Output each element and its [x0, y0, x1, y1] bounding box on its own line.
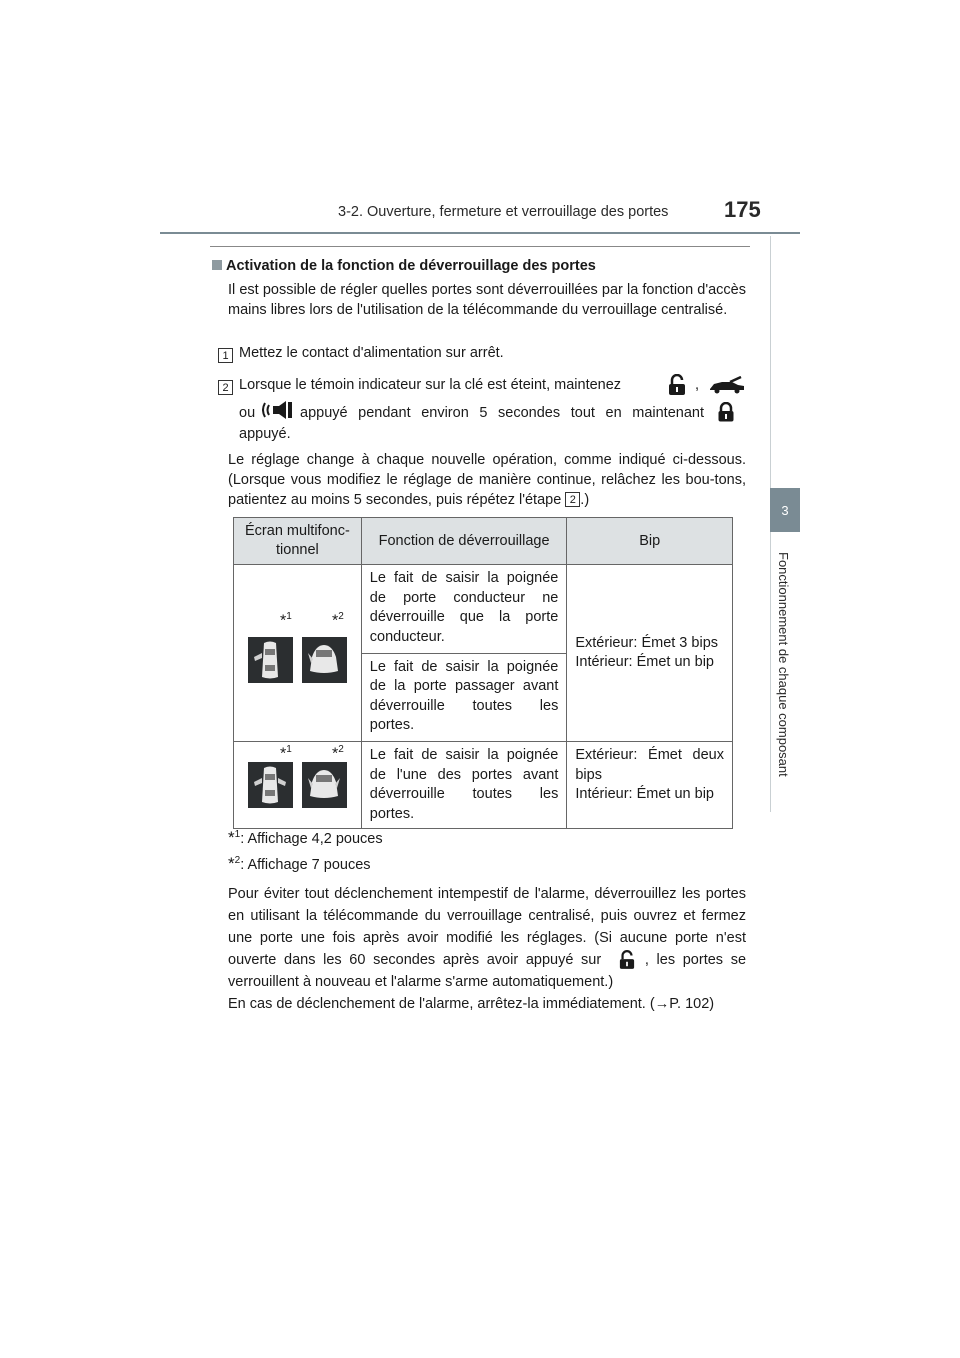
change-paragraph — [228, 450, 746, 510]
chapter-label: Fonctionnement de chaque composant — [776, 552, 791, 777]
header-rule — [160, 232, 800, 234]
footnote-text: : Affichage 4,2 pouces — [240, 831, 383, 847]
section-heading — [212, 258, 596, 274]
alarm-icon — [262, 399, 294, 421]
lock-icon — [718, 402, 734, 422]
closing-text: Pour éviter tout déclenchement intempestif de l'alarme, déverrouillez les portes en utilisant la télécommande du verrouillage centralisé, puis ouvrez et fermez une porte une fois après avoir modifié les réglages. (Si aucune porte n'est ouverte dans les 60 secondes après avoir appuyé sur — [228, 886, 746, 968]
unlock-icon — [619, 950, 635, 970]
chapter-tab-bar — [770, 236, 800, 488]
star-mark: *$^2$ — [332, 611, 344, 630]
step-1-badge — [218, 346, 233, 364]
closing-paragraph — [228, 883, 746, 1015]
table-header-row — [234, 518, 733, 565]
change-text: Le réglage change à chaque nouvelle opération, comme indiqué ci-dessous. (Lorsque vous modifiez le réglage de manière continue, relâchez les bou-tons, patientez au moins 5 secondes, puis répétez l'étape — [228, 452, 746, 508]
step-ref-badge: 2 — [565, 492, 580, 507]
unlock-icon — [668, 374, 686, 396]
chapter-label-wrap — [773, 552, 797, 812]
table-row — [234, 565, 733, 654]
step-number: 2 — [218, 380, 233, 395]
page-number: 175 — [724, 197, 761, 222]
car-door-display-icon — [248, 762, 293, 808]
step-2-text-a: Lorsque le témoin indicateur sur la clé est éteint, maintenez — [239, 377, 622, 393]
step-2-comma: , — [695, 377, 700, 393]
page-reference-link[interactable]: P. 102) — [669, 996, 715, 1012]
star-mark: *$^1$ — [280, 744, 292, 763]
footnote-mark: 1 — [234, 829, 241, 841]
step-2-badge — [218, 378, 233, 396]
content-rule — [210, 246, 750, 247]
column-header: Fonction de déverrouillage — [361, 518, 567, 565]
section-heading-text: Activation de la fonction de déverrouillage des portes — [226, 258, 596, 274]
table-row — [234, 742, 733, 829]
column-header: Écran multifonc-tionnel — [234, 518, 362, 565]
footnote-text: : Affichage 7 pouces — [240, 857, 371, 873]
trunk-open-icon — [708, 376, 746, 394]
step-2-text-e: appuyé. — [239, 426, 291, 442]
beep-cell: Extérieur: Émet 3 bips Intérieur: Émet un bip — [567, 565, 733, 742]
car-door-display-icon — [302, 637, 347, 683]
step-2-text-c: ou — [239, 405, 256, 421]
settings-table — [233, 517, 733, 829]
star-mark: *$^1$ — [280, 611, 292, 630]
car-door-display-icon — [248, 637, 293, 683]
function-cell: Le fait de saisir la poignée de l'une des portes avant déverrouille toutes les portes. — [361, 742, 567, 829]
change-text-end: .) — [580, 492, 590, 508]
car-door-display-icon — [302, 762, 347, 808]
display-cell — [234, 565, 362, 742]
intro-paragraph: Il est possible de régler quelles portes sont déverrouillées par la fonction d'accès mains libres lors de l'utilisation de la télécommande du verrouillage centralisé. — [228, 282, 746, 318]
beep-cell: Extérieur: Émet deux bips Intérieur: Émet un bip — [567, 742, 733, 829]
arrow-icon: → — [654, 996, 670, 1012]
footnote: *$^2$: Affichage 7 pouces — [228, 854, 371, 873]
star-mark: *$^2$ — [332, 744, 344, 763]
step-1-text: Mettez le contact d'alimentation sur arrêt. — [239, 345, 504, 361]
closing-text-c: En cas de déclenchement de l'alarme, arrêtez-la immédiatement. ( — [228, 996, 655, 1012]
chapter-tab: 3 — [770, 488, 800, 532]
function-cell: Le fait de saisir la poignée de porte conducteur ne déverrouille que la porte conducteur. — [361, 565, 567, 654]
column-header: Bip — [567, 518, 733, 565]
section-title: 3-2. Ouverture, fermeture et verrouillage des portes — [338, 204, 669, 220]
display-cell — [234, 742, 362, 829]
step-number: 1 — [218, 348, 233, 363]
square-bullet-icon — [212, 260, 222, 270]
footnote-mark: 2 — [234, 855, 241, 867]
closing-text-b: , les portes se verrouillent à nouveau et l'alarme s'arme automatiquement.) — [228, 952, 747, 990]
step-2-text-d: appuyé pendant environ 5 secondes tout en maintenant — [300, 405, 704, 421]
footnote: *$^1$: Affichage 4,2 pouces — [228, 828, 383, 847]
function-cell: Le fait de saisir la poignée de la porte passager avant déverrouille toutes les portes. — [361, 653, 567, 742]
